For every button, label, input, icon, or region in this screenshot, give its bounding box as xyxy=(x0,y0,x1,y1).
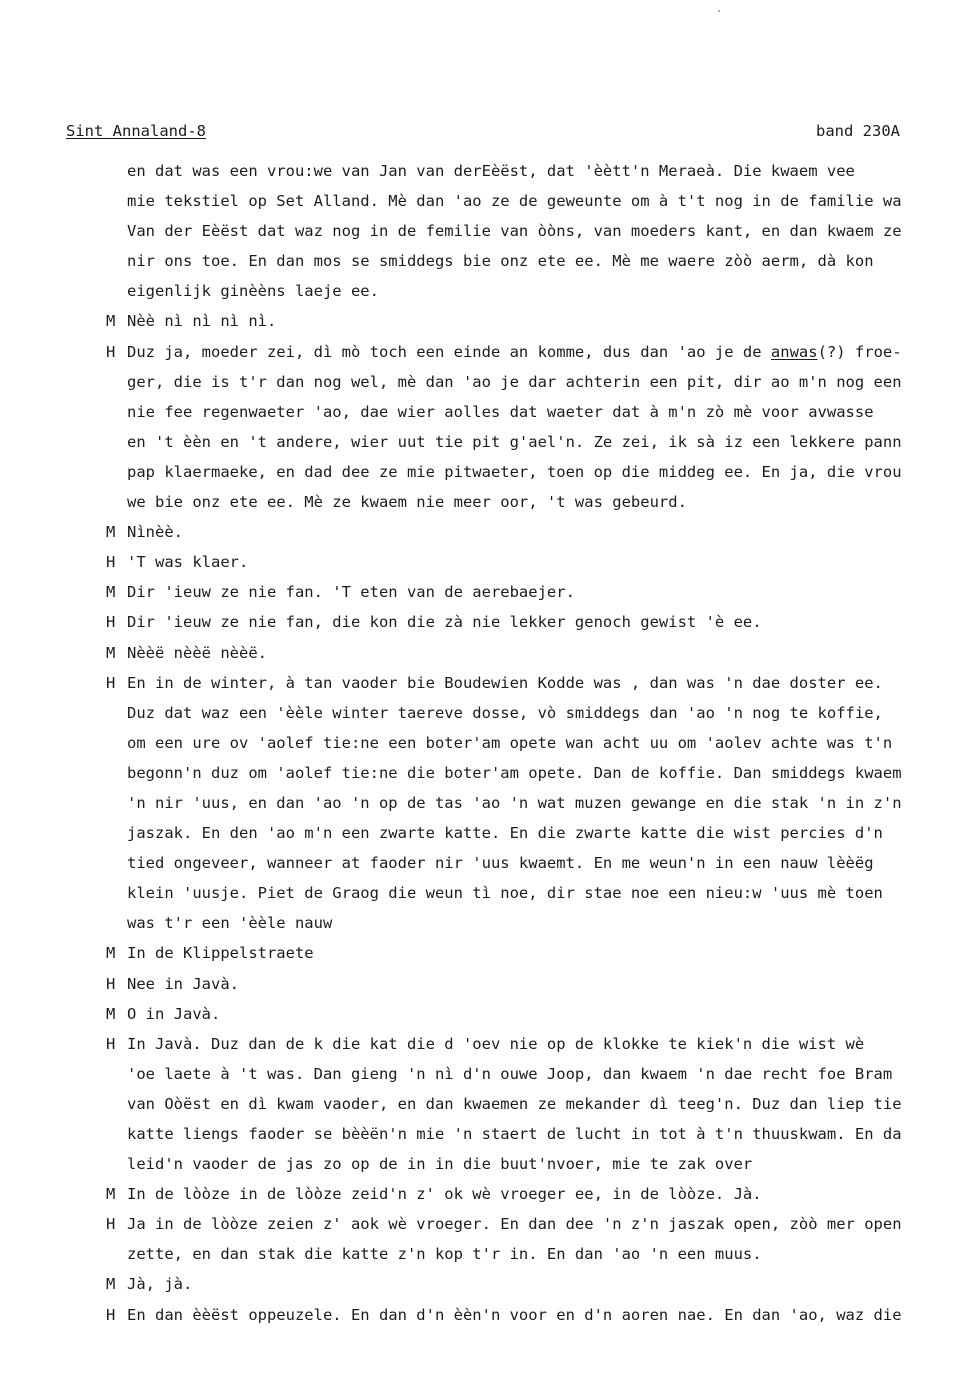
transcript-line: Nèèë nèèë nèèë. xyxy=(127,643,267,662)
underlined-word: anwas xyxy=(770,342,818,361)
transcript-line: om een ure ov 'aolef tie:ne een boter'am opete wan acht uu om 'aolev achte was t'n xyxy=(127,733,893,752)
transcript-turn xyxy=(0,306,960,336)
transcript-line: klein 'uusje. Piet de Graog die weun tì noe, dir stae noe een nieu:w 'uus mè toen xyxy=(127,884,883,903)
transcript-turn xyxy=(0,156,960,306)
transcript-line: In Javà. Duz dan de k die kat die d 'oev nie op de klokke te kiek'n die wist wè xyxy=(127,1034,865,1053)
transcript-line: Van der Eèëst dat waz nog in de femilie van òòns, van moeders kant, en dan kwaem ze xyxy=(127,222,902,241)
transcript-line: nie fee regenwaeter 'ao, dae wier aolles dat waeter dat à m'n zò mè voor avwasse xyxy=(127,402,874,421)
speaker-label: H xyxy=(106,974,116,993)
transcript-turn xyxy=(0,1209,960,1269)
transcript-line: Duz ja, moeder zei, dì mò toch een einde an komme, dus dan 'ao je de anwas(?) froe- xyxy=(127,342,902,361)
transcript-line: ger, die is t'r dan nog wel, mè dan 'ao je dar achterin een pit, dir ao m'n nog een xyxy=(127,372,902,391)
transcript-line: we bie onz ete ee. Mè ze kwaem nie meer oor, 't was gebeurd. xyxy=(127,493,687,512)
speaker-label: H xyxy=(106,613,116,632)
transcript-line: tied ongeveer, wanneer at faoder nir 'uus kwaemt. En me weun'n in een nauw lèèëg xyxy=(127,854,874,873)
transcript-turn xyxy=(0,1300,960,1330)
transcript-line: en dat was een vrou:we van Jan van derEèëst, dat 'èètt'n Meraeà. Die kwaem vee xyxy=(127,162,855,180)
transcript-line: Nee in Javà. xyxy=(127,974,239,993)
transcript-line: eigenlijk ginèèns laeje ee. xyxy=(127,282,379,301)
transcript-body xyxy=(0,156,960,1330)
transcript-line: Duz dat waz een 'èèle winter taereve dosse, vò smiddegs dan 'ao 'n nog te koffie, xyxy=(127,703,883,722)
speaker-label: H xyxy=(106,342,116,361)
speaker-label: M xyxy=(106,523,116,542)
band-number: band 230A xyxy=(816,122,900,140)
speaker-label: M xyxy=(106,312,116,331)
transcript-line: O in Javà. xyxy=(127,1004,221,1023)
speaker-label: M xyxy=(106,583,116,602)
transcript-line: pap klaermaeke, en dad dee ze mie pitwaeter, toen op die middeg ee. En ja, die vrou xyxy=(127,462,902,481)
transcript-turn xyxy=(0,938,960,968)
transcript-line: Nèè nì nì nì nì. xyxy=(127,312,277,331)
transcript-line: Nìnèè. xyxy=(127,523,183,542)
transcript-line: Ja in de lòòze zeien z' aok wè vroeger. En dan dee 'n z'n jaszak open, zòò mer open xyxy=(127,1215,902,1234)
speaker-label: M xyxy=(106,1185,116,1204)
transcript-line: 'oe laete à 't was. Dan gieng 'n nì d'n ouwe Joop, dan kwaem 'n dae recht foe Bram xyxy=(127,1064,893,1083)
page-header xyxy=(66,120,906,142)
transcript-line: katte liengs faoder se bèèën'n mie 'n staert de lucht in tot à t'n thuuskwam. En da xyxy=(127,1125,902,1143)
transcript-turn xyxy=(0,577,960,607)
transcript-line: was t'r een 'èèle nauw xyxy=(127,914,333,933)
transcript-line: 'T was klaer. xyxy=(127,553,249,572)
speaker-label: M xyxy=(106,1004,116,1023)
transcript-turn xyxy=(0,668,960,939)
transcript-line: en 't èèn en 't andere, wier uut tie pit g'ael'n. Ze zei, ik sà iz een lekkere pann xyxy=(127,432,902,451)
transcript-line: leid'n vaoder de jas zo op de in in die buut'nvoer, mie te zak over xyxy=(127,1155,753,1174)
transcript-turn xyxy=(0,1269,960,1299)
transcript-line: En in de winter, à tan vaoder bie Boudewien Kodde was , dan was 'n dae doster ee. xyxy=(127,673,883,692)
transcript-line: zette, en dan stak die katte z'n kop t'r in. En dan 'ao 'n een muus. xyxy=(127,1245,762,1264)
transcript-turn xyxy=(0,969,960,999)
transcript-turn xyxy=(0,1029,960,1179)
speaker-label: H xyxy=(106,1034,116,1053)
speaker-label: H xyxy=(106,673,116,692)
transcript-line: nir ons toe. En dan mos se smiddegs bie onz ete ee. Mè me waere zòò aerm, dà kon xyxy=(127,252,874,271)
speaker-label: M xyxy=(106,643,116,662)
transcript-line: jaszak. En den 'ao m'n een zwarte katte. En die zwarte katte die wist percies d'n xyxy=(127,824,883,843)
transcript-line: In de Klippelstraete xyxy=(127,944,314,963)
document-title: Sint Annaland-8 xyxy=(66,122,206,140)
speaker-label: H xyxy=(106,553,116,572)
transcript-turn xyxy=(0,547,960,577)
transcript-line: En dan èèëst oppeuzele. En dan d'n èèn'n voor en d'n aoren nae. En dan 'ao, waz die xyxy=(127,1305,902,1324)
speaker-label: M xyxy=(106,1275,116,1294)
transcript-turn xyxy=(0,638,960,668)
transcript-line: begonn'n duz om 'aolef tie:ne die boter'am opete. Dan de koffie. Dan smiddegs kwaem xyxy=(127,763,902,782)
transcript-turn xyxy=(0,337,960,518)
transcript-line: Dir 'ieuw ze nie fan, die kon die zà nie lekker genoch gewist 'è ee. xyxy=(127,613,762,632)
transcript-turn xyxy=(0,1179,960,1209)
transcript-turn xyxy=(0,999,960,1029)
transcript-line: van Oòëst en dì kwam vaoder, en dan kwaemen ze mekander dì teeg'n. Duz dan liep tie xyxy=(127,1094,902,1113)
transcript-turn xyxy=(0,517,960,547)
scan-speck xyxy=(718,10,720,12)
speaker-label: H xyxy=(106,1305,116,1324)
speaker-label: M xyxy=(106,944,116,963)
transcript-turn xyxy=(0,607,960,637)
transcript-line: 'n nir 'uus, en dan 'ao 'n op de tas 'ao 'n wat muzen gewange en die stak 'n in z'n xyxy=(127,793,902,812)
transcript-line: In de lòòze in de lòòze zeid'n z' ok wè vroeger ee, in de lòòze. Jà. xyxy=(127,1185,762,1204)
speaker-label: H xyxy=(106,1215,116,1234)
transcript-line: Jà, jà. xyxy=(127,1275,193,1294)
transcript-line: mie tekstiel op Set Alland. Mè dan 'ao ze de geweunte om à t't nog in de familie wa xyxy=(127,192,902,211)
transcript-line: Dir 'ieuw ze nie fan. 'T eten van de aerebaejer. xyxy=(127,583,575,602)
